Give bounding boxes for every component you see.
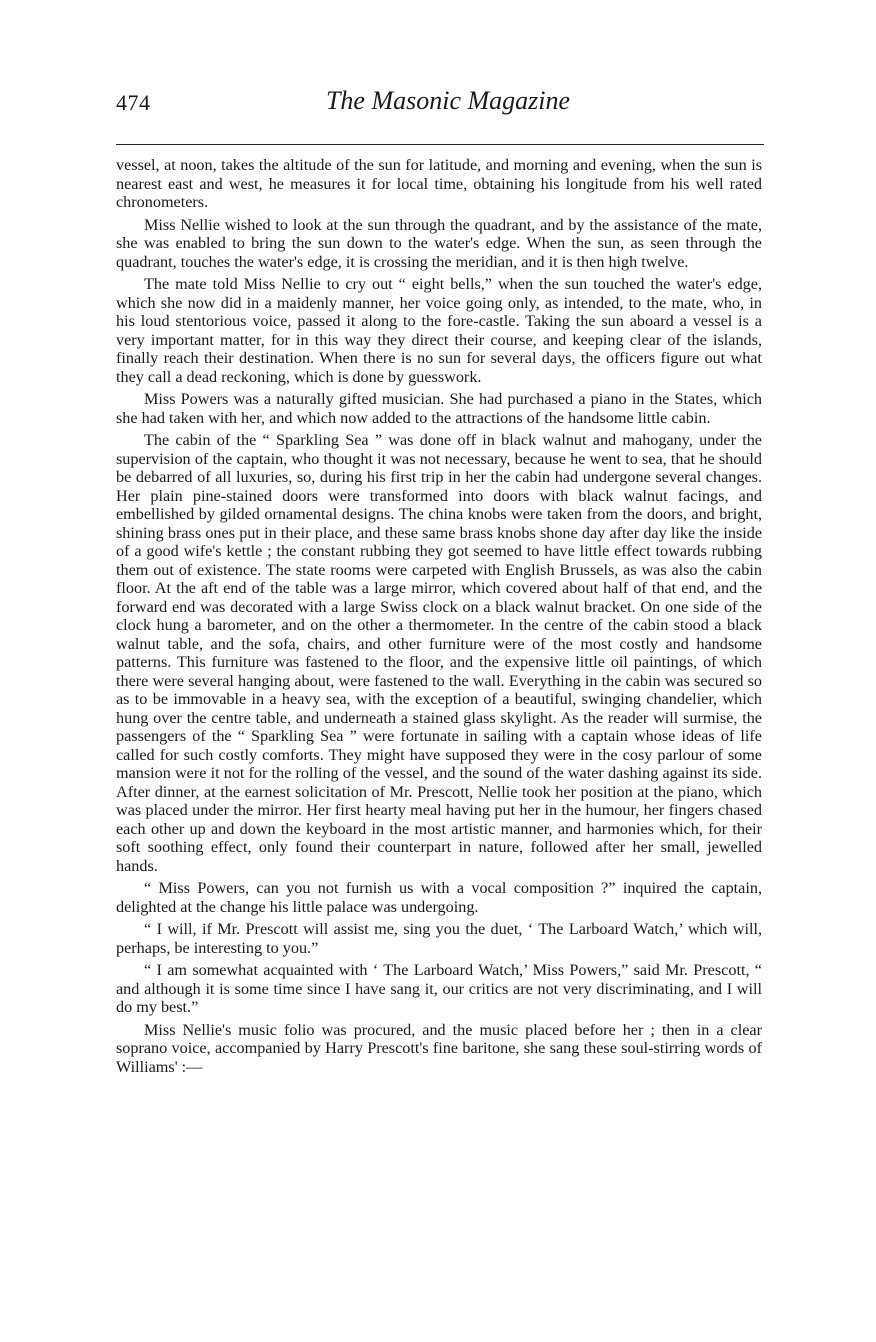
page-number: 474 bbox=[116, 90, 151, 115]
article-body bbox=[116, 156, 762, 1080]
paragraph-8: “ I am somewhat acquainted with ‘ The Larboard Watch,’ Miss Powers,” said Mr. Prescott, “ and although it is some time since I have sang it, our critics are not very discriminating, and I will do my best.” bbox=[116, 961, 762, 1016]
paragraph-4: Miss Powers was a naturally gifted musician. She had purchased a piano in the States, which she had taken with her, and which now added to the attractions of the handsome little cabin. bbox=[116, 390, 762, 427]
running-title: The Masonic Magazine bbox=[325, 86, 571, 115]
paragraph-2: Miss Nellie wished to look at the sun through the quadrant, and by the assistance of the mate, she was enabled to bring the sun down to the water's edge. When the sun, as seen through the quadrant, touches the water's edge, it is crossing the meridian, and it is then high twelve. bbox=[116, 215, 762, 271]
paragraph-5: The cabin of the “ Sparkling Sea ” was done off in black walnut and mahogany, under the supervision of the captain, who thought it was not necessary, because he went to sea, that he should be debarred of all luxuries, so, during his first trip in her the cabin had undergone several changes. Her plain pine-stained doors were transformed into doors with black walnut facings, and embellished by gilded ornamental designs. The china knobs were taken from the doors, and bright, shining brass ones put in their place, and these same brass knobs shone day after day like the inside of a good wife's kettle ; the constant rubbing they got seemed to have little effect towards rubbing them out of existence. The state rooms were carpeted with English Brussels, as was also the cabin floor. At the aft end of the table was a large mirror, which covered about half of that end, and the forward end was decorated with a large Swiss clock on a black walnut bracket. On one side of the clock hung a barometer, and on the other a thermometer. In the centre of the cabin stood a black walnut table, and the sofa, chairs, and other furniture were of the most costly and handsome patterns. This furniture was fastened to the floor, and the expensive little oil paintings, of which there were several hanging about, were fastened to the wall. Everything in the cabin was secured so as to be immovable in a heavy sea, with the exception of a beautiful, swinging chandelier, which hung over the centre table, and underneath a stained glass skylight. As the reader will surmise, the passengers of the “ Sparkling Sea ” were fortunate in sailing with a captain whose ideas of life called for such costly comforts. They might have supposed they were in the cosy parlour of some mansion were it not for the rolling of the vessel, and the sound of the water dashing against its side. After dinner, at the earnest solicitation of Mr. Prescott, Nellie took her position at the piano, which was placed under the mirror. Her first hearty meal having put her in the humour, her fingers chased each other up and down the keyboard in the most artistic manner, and harmonies which, for their soft soothing effect, only found their counterpart in nature, followed after her small, jewelled hands. bbox=[116, 431, 762, 875]
header-rule bbox=[116, 144, 764, 145]
paragraph-3: The mate told Miss Nellie to cry out “ eight bells,” when the sun touched the water's edge, which she now did in a maidenly manner, her voice going only, as intended, to the mate, who, in his loud stentorious voice, passed it along to the fore-castle. Taking the sun aboard a vessel is a very important matter, for in this way they direct their course, and keeping clear of the islands, finally reach their destination. When there is no sun for several days, the officers figure out what they call a dead reckoning, which is done by guesswork. bbox=[116, 275, 762, 386]
paragraph-6: “ Miss Powers, can you not furnish us with a vocal composition ?” inquired the captain, delighted at the change his little palace was undergoing. bbox=[116, 879, 762, 916]
paragraph-9: Miss Nellie's music folio was procured, and the music placed before her ; then in a clear soprano voice, accompanied by Harry Prescott's fine baritone, she sang these soul-stirring words of Williams' :— bbox=[116, 1020, 762, 1076]
paragraph-7: “ I will, if Mr. Prescott will assist me, sing you the duet, ‘ The Larboard Watch,’ which will, perhaps, be interesting to you.” bbox=[116, 920, 762, 957]
paragraph-1: vessel, at noon, takes the altitude of the sun for latitude, and morning and evening, when the sun is nearest east and west, he measures it for local time, obtaining his longitude from his well rated chronometers. bbox=[116, 156, 762, 211]
